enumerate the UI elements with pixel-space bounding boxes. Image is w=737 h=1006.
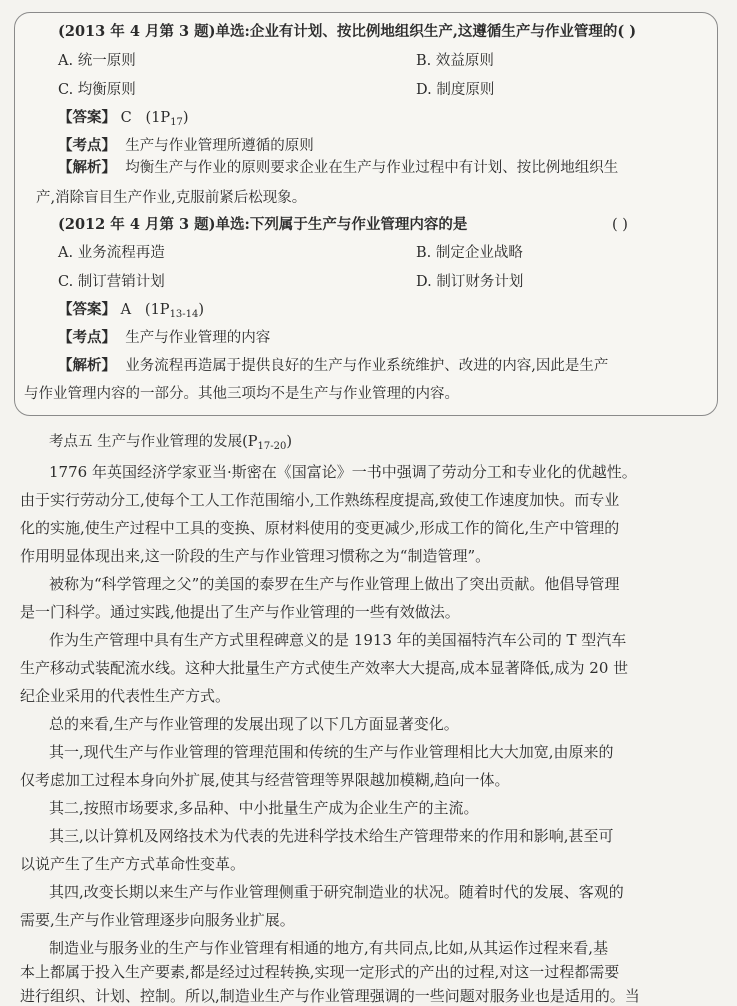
body-line: 其一,现代生产与作业管理的管理范围和传统的生产与作业管理相比大大加宽,由原来的 [49,743,614,761]
body-line: 作用明显体现出来,这一阶段的生产与作业管理习惯称之为“制造管理”。 [20,547,491,565]
body-line: 由于实行劳动分工,使每个工人工作范围缩小,工作熟练程度提高,致使工作速度加快。而专业 [20,491,620,509]
body-line: 制造业与服务业的生产与作业管理有相通的地方,有共同点,比如,从其运作过程来看,基 [49,939,609,957]
body-line: 是一门科学。通过实践,他提出了生产与作业管理的一些有效做法。 [20,603,460,621]
q2-answer: 【答案】 A $(1P_{13-14})$ [58,301,205,320]
body-line: 被称为“科学管理之父”的美国的泰罗在生产与作业管理上做出了突出贡献。他倡导管理 [49,575,620,593]
body-line: 1776 年英国经济学家亚当·斯密在《国富论》一书中强调了劳动分工和专业化的优越性。 [49,463,637,481]
q2-analysis: 【解析】 业务流程再造属于提供良好的生产与作业系统维护、改进的内容,因此是生产 [58,357,609,374]
q1-answer: 【答案】 C $(1P_{17})$ [58,109,189,128]
q1-option-b: B. 效益原则 [416,53,494,69]
q1-point: 【考点】 生产与作业管理所遵循的原则 [58,137,314,154]
body-line: 作为生产管理中具有生产方式里程碑意义的是 1913 年的美国福特汽车公司的 T 型汽车 [49,631,627,649]
body-line: 其四,改变长期以来生产与作业管理侧重于研究制造业的状况。随着时代的发展、客观的 [49,883,624,901]
point-label: 【考点】 [58,329,116,346]
q2-point: 【考点】 生产与作业管理的内容 [58,329,271,346]
body-line: 进行组织、计划、控制。所以,制造业生产与作业管理强调的一些问题对服务业也是适用的。当 [20,987,640,1005]
point-label: 【考点】 [58,137,116,154]
q1-option-d: D. 制度原则 [416,82,495,98]
analysis-label: 【解析】 [58,357,116,374]
answer-label: 【答案】 [58,109,116,126]
q1-option-a: A. 统一原则 [58,53,136,69]
body-line: 生产移动式装配流水线。这种大批量生产方式使生产效率大大提高,成本显著降低,成为 20 世 [20,659,629,677]
analysis-label: 【解析】 [58,159,116,176]
q1-option-c: C. 均衡原则 [58,82,136,98]
body-line: 本上都属于投入生产要素,都是经过过程转换,实现一定形式的产出的过程,对这一过程都需要 [20,963,620,981]
q2-option-b: B. 制定企业战略 [416,245,523,261]
body-line: 化的实施,使生产过程中工具的变换、原材料使用的变更减少,形成工作的简化,生产中管理的 [20,519,620,537]
q2-analysis-line2: 与作业管理内容的一部分。其他三项均不是生产与作业管理的内容。 [24,386,459,402]
question-2-paren: ( ) [612,217,628,233]
q1-analysis-line2: 产,消除盲目生产作业,克服前紧后松现象。 [36,190,307,206]
body-line: 纪企业采用的代表性生产方式。 [20,687,231,705]
answer-label: 【答案】 [58,301,116,318]
q2-option-a: A. 业务流程再造 [58,245,165,261]
q2-option-c: C. 制订营销计划 [58,274,165,290]
q2-option-d: D. 制订财务计划 [416,274,524,290]
section-heading: 考点五 生产与作业管理的发展$(P_{17-20})$ [49,434,293,452]
body-line: 仅考虑加工过程本身向外扩展,使其与经营管理等界限越加模糊,趋向一体。 [20,771,510,789]
body-line: 其三,以计算机及网络技术为代表的先进科学技术给生产管理带来的作用和影响,甚至可 [49,827,614,845]
body-line: 总的来看,生产与作业管理的发展出现了以下几方面显著变化。 [49,715,459,733]
body-line: 其二,按照市场要求,多品种、中小批量生产成为企业生产的主流。 [49,799,479,817]
q1-analysis: 【解析】 均衡生产与作业的原则要求企业在生产与作业过程中有计划、按比例地组织生 [58,159,619,176]
body-line: 以说产生了生产方式革命性变革。 [20,855,246,873]
body-line: 需要,生产与作业管理逐步向服务业扩展。 [20,911,295,929]
question-2-stem: (2012 年 4 月第 3 题)单选:下列属于生产与作业管理内容的是 [58,216,468,233]
question-1-stem: (2013 年 4 月第 3 题)单选:企业有计划、按比例地组织生产,这遵循生产与作业管理的( ) [58,23,637,40]
